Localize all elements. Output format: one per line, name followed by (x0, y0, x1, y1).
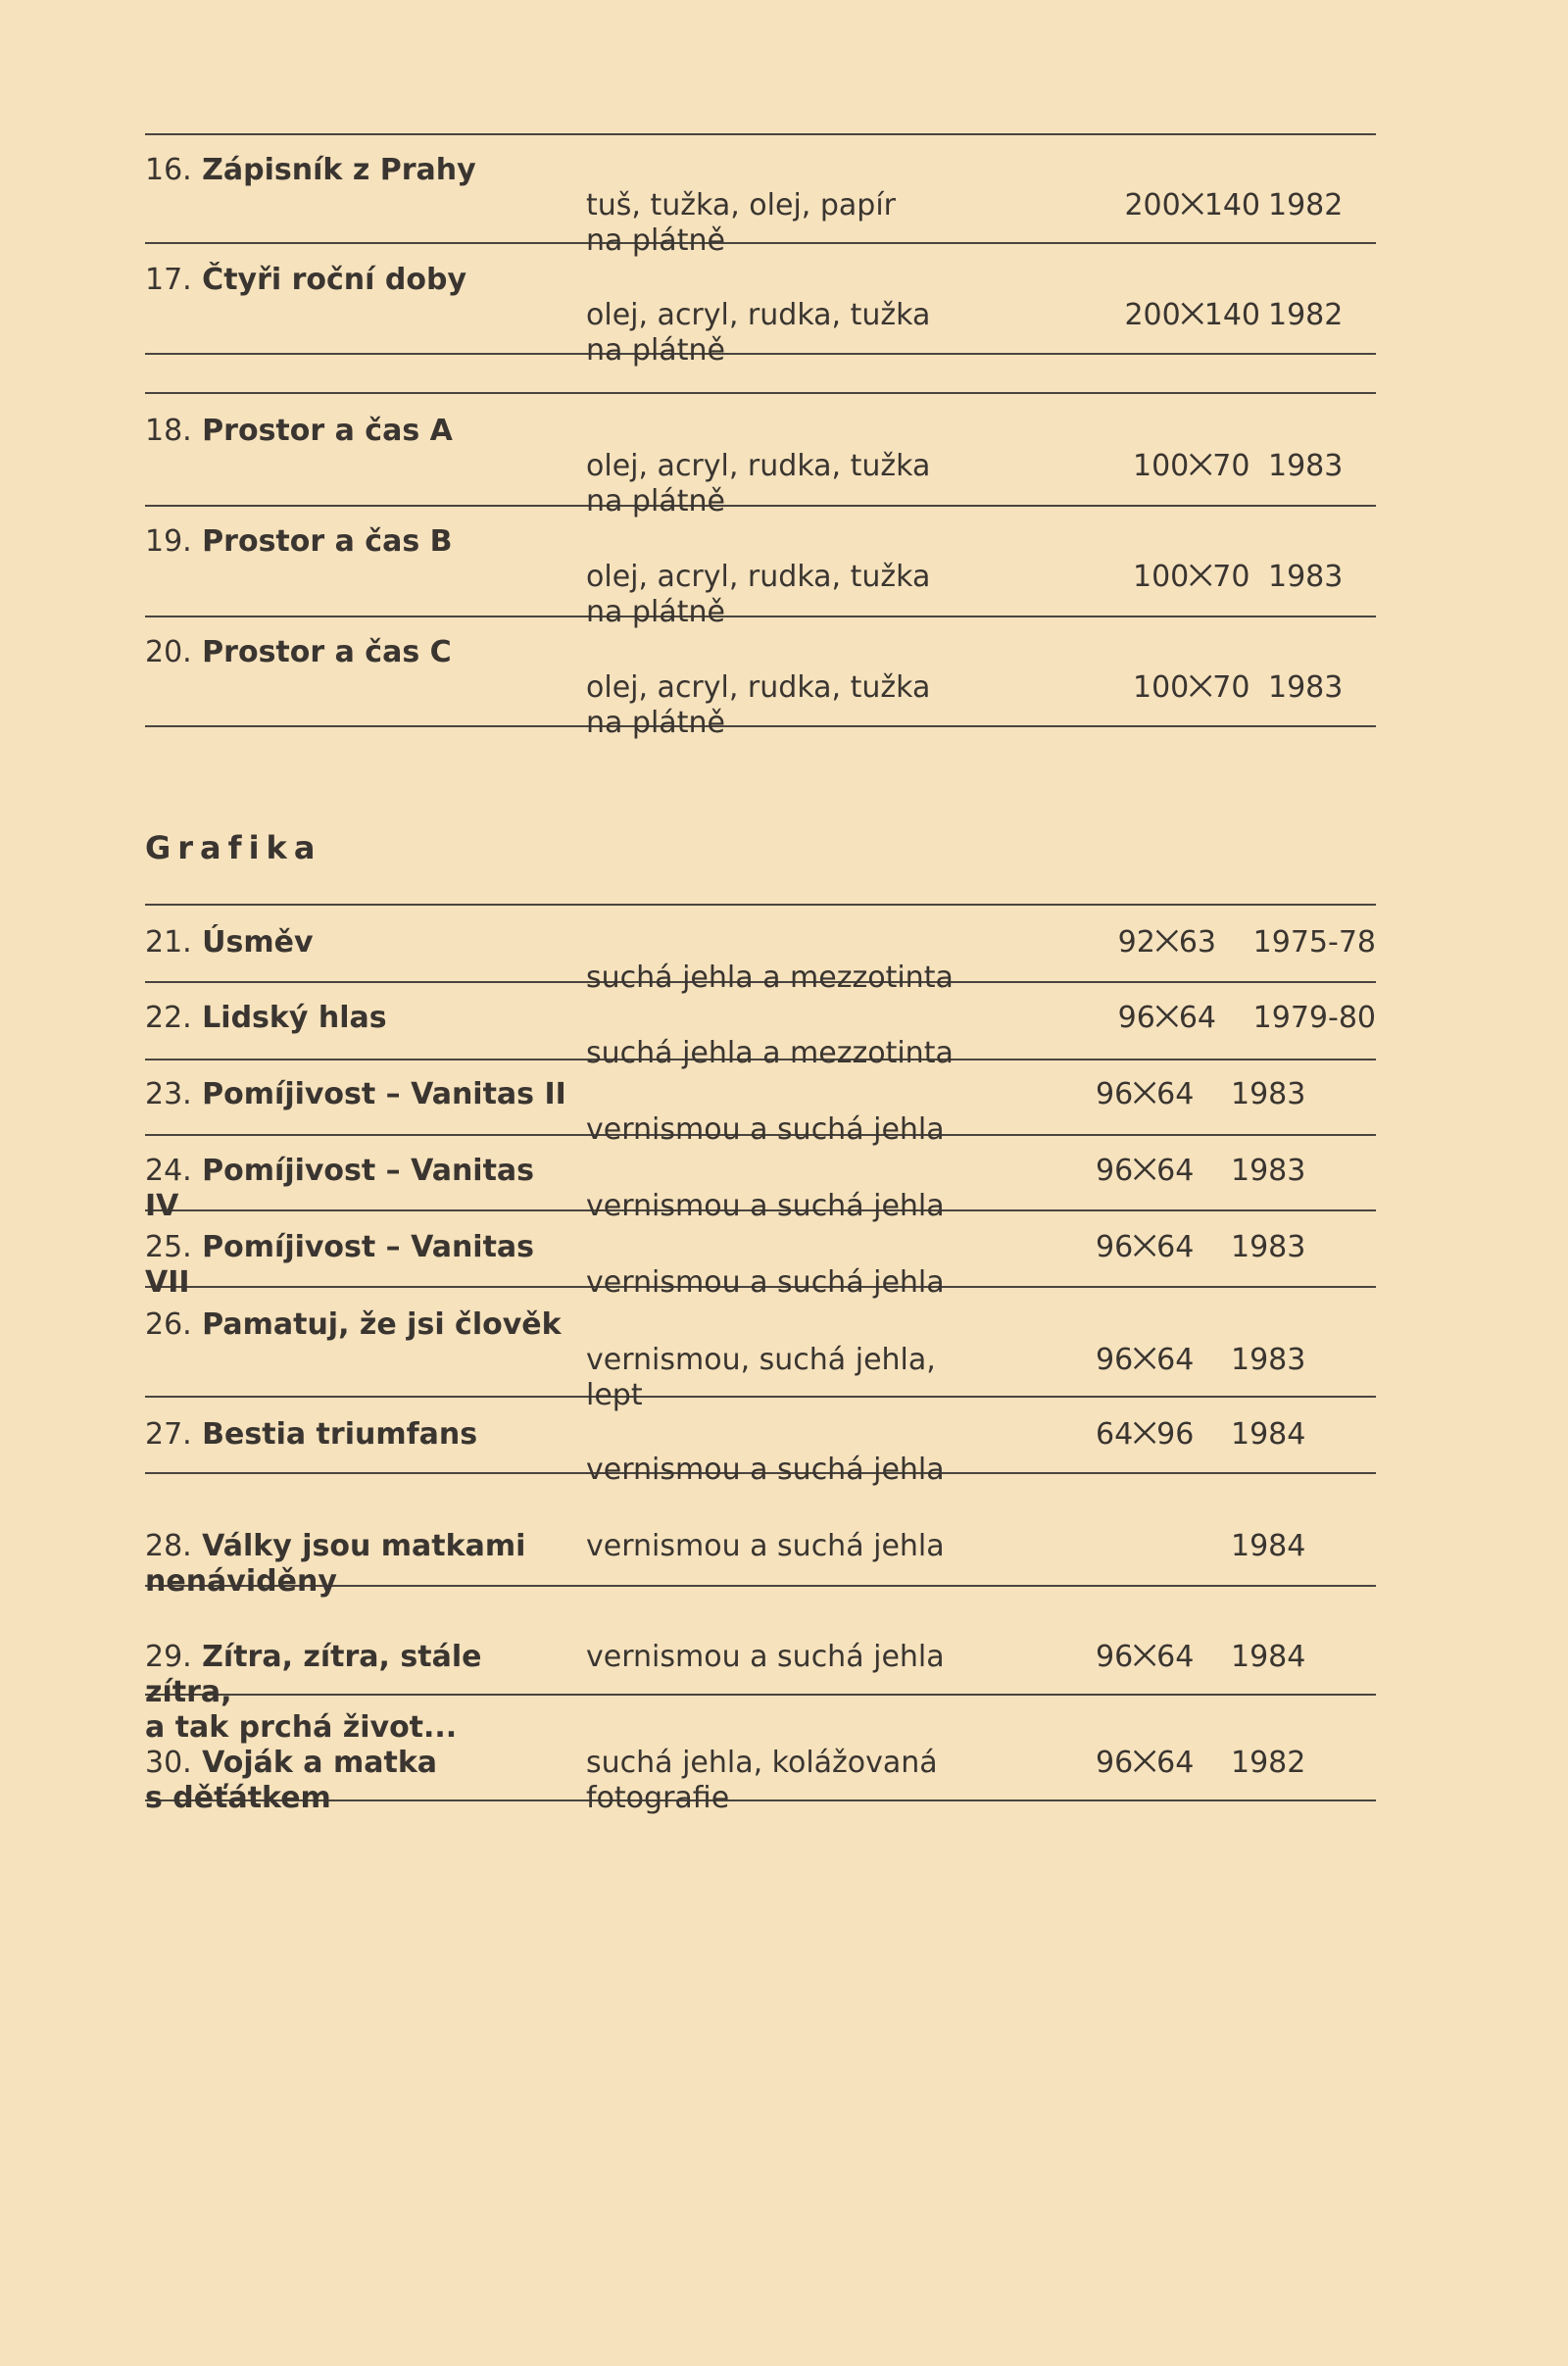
entry-title: 18. Prostor a čas A (145, 414, 453, 448)
entry-dimensions-year (988, 925, 1376, 961)
entry-technique: suchá jehla a mezzotinta (586, 961, 954, 995)
entry-technique: olej, acryl, rudka, tužka na plátně (586, 560, 931, 629)
entry-year: 1984 (1231, 1529, 1306, 1563)
entry-technique: vernismou, suchá jehla, lept (586, 1343, 936, 1412)
entry-year: 1983 (1268, 560, 1344, 594)
entry-dimensions: 64⨉96 (1096, 1417, 1195, 1452)
entry-dimensions-year (951, 1154, 1339, 1189)
entry-title: 22. Lidský hlas (145, 1001, 387, 1035)
entry-title: 24. Pomíjivost – Vanitas IV (145, 1154, 535, 1223)
entry-title: 29. Zítra, zítra, stále zítra, a tak prchá život... (145, 1640, 482, 1745)
entry-technique: olej, acryl, rudka, tužka na plátně (586, 670, 931, 740)
entry-dimensions-year (951, 1230, 1339, 1265)
entry-dimensions-year (988, 298, 1376, 333)
entry-year: 1983 (1231, 1077, 1306, 1111)
entry-year: 1984 (1231, 1640, 1306, 1674)
entry-dimensions-year (951, 1640, 1339, 1675)
entry-technique: suchá jehla a mezzotinta (586, 1036, 954, 1070)
entry-technique: vernismou a suchá jehla (586, 1453, 945, 1487)
entry-dimensions: 100⨉70 (1133, 560, 1250, 594)
entry-title: 17. Čtyři roční doby (145, 263, 466, 297)
entry-technique: tuš, tužka, olej, papír na plátně (586, 188, 896, 258)
entry-year: 1983 (1268, 670, 1344, 705)
entry-dimensions-year (951, 1529, 1339, 1564)
entry-year: 1983 (1231, 1154, 1306, 1188)
entry-dimensions: 100⨉70 (1133, 670, 1250, 705)
entry-year: 1983 (1231, 1230, 1306, 1264)
entry-dimensions: 96⨉64 (1096, 1746, 1195, 1780)
entry-dimensions-year (988, 1001, 1376, 1036)
entry-technique: vernismou a suchá jehla (586, 1189, 945, 1223)
entry-dimensions-year (951, 1417, 1339, 1453)
entry-technique: vernismou a suchá jehla (586, 1640, 945, 1674)
entry-year: 1984 (1231, 1417, 1306, 1452)
entry-dimensions: 96⨉64 (1117, 1001, 1216, 1035)
entry-year: 1975-78 (1252, 925, 1376, 960)
entry-title: 30. Voják a matka s děťátkem (145, 1746, 438, 1815)
entry-year: 1979-80 (1252, 1001, 1376, 1035)
entry-dimensions-year (951, 1746, 1339, 1781)
entry-dimensions: 200⨉140 (1124, 298, 1260, 332)
entry-year: 1982 (1231, 1746, 1306, 1780)
entry-dimensions: 200⨉140 (1124, 188, 1260, 222)
entry-technique: olej, acryl, rudka, tužka na plátně (586, 298, 931, 368)
entry-dimensions-year (951, 1343, 1339, 1378)
entry-title: 21. Úsměv (145, 925, 314, 960)
entry-title: 28. Války jsou matkami nenáviděny (145, 1529, 526, 1599)
entry-year: 1982 (1268, 188, 1344, 222)
entry-dimensions-year (988, 670, 1376, 706)
entry-dimensions-year (988, 449, 1376, 484)
entry-technique: vernismou a suchá jehla (586, 1112, 945, 1147)
divider (145, 133, 1376, 135)
entry-dimensions: 96⨉64 (1096, 1154, 1195, 1188)
entry-title: 16. Zápisník z Prahy (145, 153, 476, 187)
entry-title: 25. Pomíjivost – Vanitas VII (145, 1230, 535, 1300)
entry-title: 26. Pamatuj, že jsi člověk (145, 1307, 562, 1342)
entry-dimensions: 92⨉63 (1117, 925, 1216, 960)
entry-year: 1982 (1268, 298, 1344, 332)
divider (145, 904, 1376, 906)
entry-dimensions-year (988, 560, 1376, 595)
entry-dimensions-year (988, 188, 1376, 223)
entry-title: 20. Prostor a čas C (145, 635, 452, 669)
entry-technique: suchá jehla, kolážovaná fotografie (586, 1746, 938, 1815)
entry-title: 27. Bestia triumfans (145, 1417, 478, 1452)
entry-dimensions: 96⨉64 (1096, 1640, 1195, 1674)
entry-year: 1983 (1231, 1343, 1306, 1377)
entry-dimensions-year (951, 1077, 1339, 1112)
entry-dimensions: 96⨉64 (1096, 1230, 1195, 1264)
entry-technique: olej, acryl, rudka, tužka na plátně (586, 449, 931, 518)
entry-technique: vernismou a suchá jehla (586, 1529, 945, 1563)
entry-dimensions: 100⨉70 (1133, 449, 1250, 483)
entry-technique: vernismou a suchá jehla (586, 1265, 945, 1300)
entry-title: 19. Prostor a čas B (145, 524, 453, 559)
entry-year: 1983 (1268, 449, 1344, 483)
entry-title: 23. Pomíjivost – Vanitas II (145, 1077, 566, 1111)
section-heading-grafika: Grafika (145, 829, 322, 866)
entry-dimensions: 96⨉64 (1096, 1343, 1195, 1377)
entry-dimensions: 96⨉64 (1096, 1077, 1195, 1111)
